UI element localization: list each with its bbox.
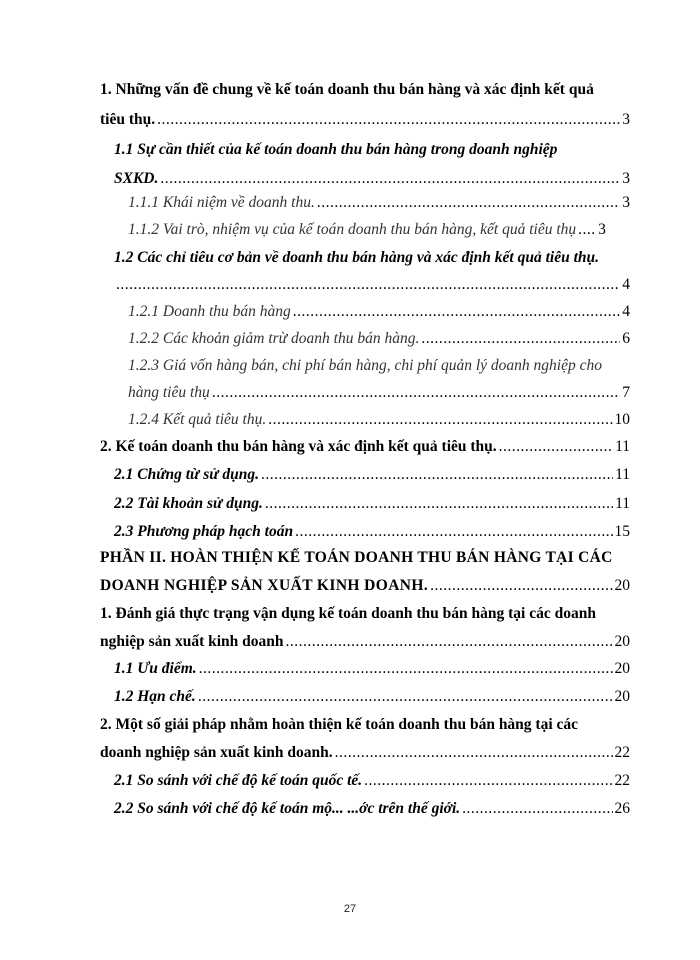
toc-part-2 [100,576,630,596]
toc-page-number: 6 [622,330,630,347]
toc-page-number: 7 [622,384,630,401]
toc-page-number: 11 [615,466,630,483]
toc-page-number: 22 [614,772,630,789]
toc-entry-ii-2-line1 [100,715,630,735]
toc-entry-1-line1 [100,80,630,100]
toc-entry-2-1 [114,465,630,485]
toc-entry-text: SXKD. [114,170,159,187]
toc-page-number: 15 [614,523,630,540]
toc-page-number: 20 [614,633,630,650]
toc-entry-text: 1.1 Sự cần thiết của kế toán doanh thu bán hàng trong doanh nghiệp [114,141,558,158]
toc-entry-text: 1. Đánh giá thực trạng vận dụng kế toán doanh thu bán hàng tại các doanh [100,605,596,622]
toc-entry-text: 1.1.2 Vai trò, nhiệm vụ của kế toán doanh thu bán hàng, kết quả tiêu thụ [128,221,577,238]
toc-leader-dots [499,437,613,457]
toc-leader-dots [268,410,612,430]
toc-page-number: 20 [614,660,630,677]
toc-page-number: 20 [614,688,630,705]
toc-part-2-line1 [100,548,630,568]
toc-entry-text: 1.2 Hạn chế. [114,688,196,705]
toc-entry-text: 2.2 So sánh với chế độ kế toán mộ... ...ớc trên thế giới. [114,800,461,817]
toc-entry-text: 2.2 Tài khoản sử dụng. [114,495,263,512]
toc-entry-text: PHẦN II. HOÀN THIỆN KẾ TOÁN DOANH THU BÁN HÀNG TẠI CÁC [100,549,613,566]
toc-leader-dots [199,659,613,679]
toc-leader-dots [198,687,613,707]
toc-entry-2 [100,437,630,457]
toc-leader-dots [364,771,612,791]
toc-entry-text: 2. Kế toán doanh thu bán hàng và xác định kết quả tiêu thụ. [100,438,497,455]
toc-entry-ii-1 [100,632,630,652]
toc-leader-dots [293,302,621,322]
toc-page-number: 20 [614,577,630,594]
toc-entry-text: 1.2.2 Các khoản giảm trừ doanh thu bán hàng. [128,330,420,347]
toc-page-number: 3 [622,111,630,128]
toc-page-number: 26 [614,800,630,817]
toc-page-number: 4 [622,303,630,320]
toc-entry-text: 2.1 Chứng từ sử dụng. [114,466,260,483]
toc-entry-text: 1.2 Các chỉ tiêu cơ bản về doanh thu bán hàng và xác định kết quả tiêu thụ. [114,249,600,266]
toc-entry-text: 2. Một số giải pháp nhằm hoàn thiện kế toán doanh thu bán hàng tại các [100,716,579,733]
toc-entry-1-2-2 [128,329,630,349]
toc-entry-1-2-4 [128,410,630,430]
toc-leader-dots [295,522,612,542]
toc-entry-ii-1-1 [114,659,630,679]
toc-leader-dots [160,169,620,189]
toc-leader-dots [212,383,620,403]
toc-page-number: 3 [622,170,630,187]
toc-entry-text: 1. Những vấn đề chung về kế toán doanh thu bán hàng và xác định kết quả [100,81,594,98]
toc-entry-text: 1.2.1 Doanh thu bán hàng [128,303,291,320]
toc-leader-dots [286,632,613,652]
toc-entry-text: hàng tiêu thụ [128,384,210,401]
toc-leader-dots [462,799,612,819]
toc-entry-1-2 [114,275,630,295]
toc-entry-1-1-line1 [114,140,630,160]
toc-entry-text: doanh nghiệp sản xuất kinh doanh. [100,744,333,761]
toc-page-number: 4 [622,276,630,293]
toc-entry-ii-2 [100,743,630,763]
toc-entry-1-1-1 [128,193,630,213]
toc-page-number: 10 [614,411,630,428]
toc-page-number: 3 [622,194,630,211]
toc-leader-dots [157,110,620,130]
toc-page-number: 22 [614,744,630,761]
toc-entry-ii-2-1 [114,771,630,791]
toc-page-number: 3 [598,221,606,238]
toc-entry-1-2-line1 [114,248,630,268]
toc-entry-text: nghiệp sản xuất kinh doanh [100,633,284,650]
toc-leader-dots [335,743,613,763]
toc-leader-dots [317,193,620,213]
toc-entry-1-1-2 [128,220,630,240]
toc-leader-dots [430,576,612,596]
toc-entry-1 [100,110,630,130]
toc-page-number: 11 [615,438,630,455]
toc-entry-1-2-3 [128,383,630,403]
toc-page-number: 11 [615,495,630,512]
toc-leader-dots [578,220,596,240]
toc-entry-1-1 [114,169,630,189]
toc-entry-text: 2.3 Phương pháp hạch toán [114,523,294,540]
toc-entry-2-2 [114,494,630,514]
toc-entry-text: 2.1 So sánh với chế độ kế toán quốc tế. [114,772,363,789]
toc-entry-text: 1.2.3 Giá vốn hàng bán, chi phí bán hàng, chi phí quản lý doanh nghiệp cho [128,357,602,374]
toc-entry-1-2-1 [128,302,630,322]
toc-entry-ii-2-2 [114,799,630,819]
toc-entry-2-3 [114,522,630,542]
toc-leader-dots [421,329,620,349]
toc-leader-dots [261,465,613,485]
toc-entry-text: 1.1 Ưu điểm. [114,660,197,677]
toc-entry-text: 1.1.1 Khái niệm về doanh thu. [128,194,315,211]
toc-entry-text: DOANH NGHIỆP SẢN XUẤT KINH DOANH. [100,577,429,594]
toc-entry-ii-1-2 [114,687,630,707]
toc-entry-ii-1-line1 [100,604,630,624]
toc-leader-dots [265,494,613,514]
page-number: 27 [343,903,357,915]
toc-entry-text: tiêu thụ. [100,111,156,128]
toc-leader-dots [116,275,620,295]
toc-entry-text: 1.2.4 Kết quả tiêu thụ. [128,411,267,428]
toc-entry-1-2-3-line1 [128,356,630,376]
